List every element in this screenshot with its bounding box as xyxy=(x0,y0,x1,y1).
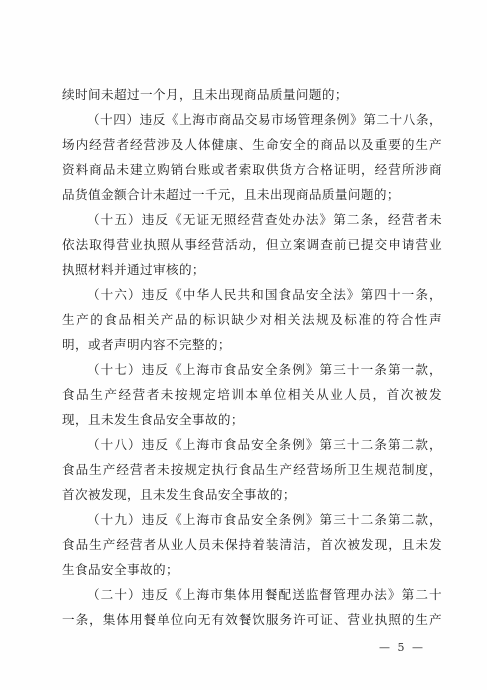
text-line: 执照材料并通过审核的； xyxy=(62,262,205,277)
text-line: 明，或者声明内容不完整的； xyxy=(62,337,231,352)
text-line: （十七）违反《上海市食品安全条例》第三十一条第一款， xyxy=(87,362,442,377)
text-line: 生食品安全事故的； xyxy=(62,562,179,577)
text-line: 场内经营者经营涉及人体健康、生命安全的商品以及重要的生产 xyxy=(62,137,442,152)
text-line: （十四）违反《上海市商品交易市场管理条例》第二十八条， xyxy=(87,112,442,127)
text-line: 食品生产经营者未按规定培训本单位相关从业人员，首次被发 xyxy=(62,387,442,402)
text-line: （十九）违反《上海市食品安全条例》第三十二条第二款， xyxy=(87,512,442,527)
document-body xyxy=(62,82,442,632)
text-line: 首次被发现，且未发生食品安全事故的； xyxy=(62,487,296,502)
text-line: 品货值金额合计未超过一千元，且未出现商品质量问题的； xyxy=(62,187,400,202)
text-line: （二十）违反《上海市集体用餐配送监督管理办法》第二十 xyxy=(87,587,442,602)
page-number: — 5 — xyxy=(379,641,425,654)
text-line: （十六）违反《中华人民共和国食品安全法》第四十一条， xyxy=(87,287,442,302)
text-line: 食品生产经营者未按规定执行食品生产经营场所卫生规范制度， xyxy=(62,462,442,477)
text-line: 食品生产经营者从业人员未保持着装清洁，首次被发现，且未发 xyxy=(62,537,442,552)
text-line: （十五）违反《无证无照经营查处办法》第二条，经营者未 xyxy=(87,212,442,227)
text-line: 资料商品未建立购销台账或者索取供货方合格证明，经营所涉商 xyxy=(62,162,442,177)
text-line: 一条，集体用餐单位向无有效餐饮服务许可证、营业执照的生产 xyxy=(62,612,442,627)
text-line: 续时间未超过一个月，且未出现商品质量问题的； xyxy=(62,87,348,102)
text-line: 生产的食品相关产品的标识缺少对相关法规及标准的符合性声 xyxy=(62,312,442,327)
text-line: 现，且未发生食品安全事故的； xyxy=(62,412,244,427)
text-line: （十八）违反《上海市食品安全条例》第三十二条第二款， xyxy=(87,437,442,452)
text-line: 依法取得营业执照从事经营活动，但立案调查前已提交申请营业 xyxy=(62,237,442,252)
